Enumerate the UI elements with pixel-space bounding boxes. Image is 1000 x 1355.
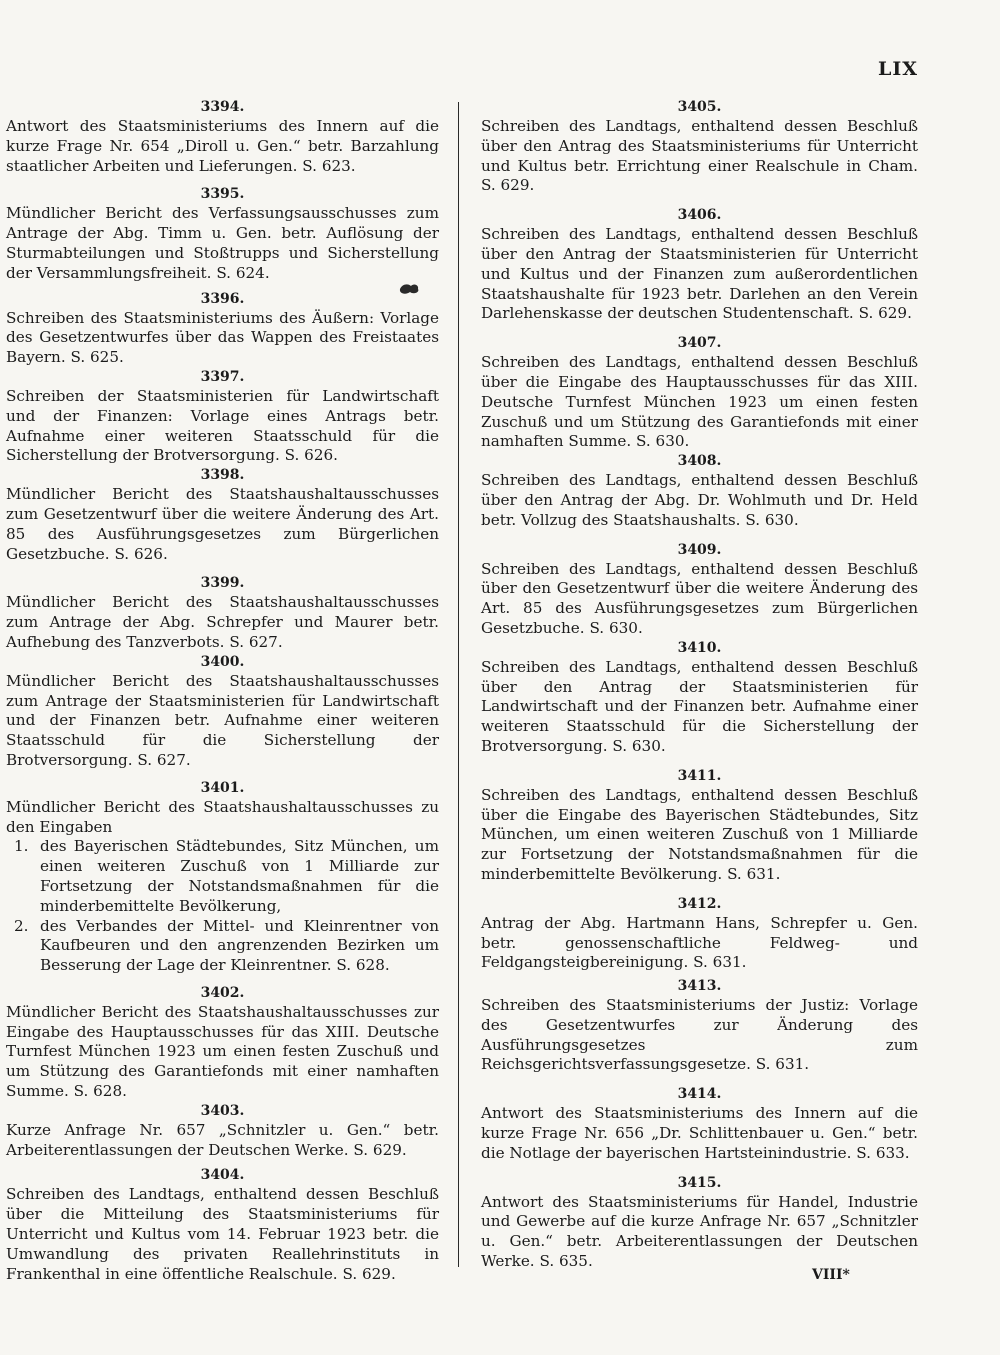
entry-text: Schreiben des Landtags, enthaltend dessen Beschluß über den Antrag der Staatsministerien für Unterricht und Kultus und der Finanzen zum außerordentlichen Staatshaushalte für 1923 betr. Darlehen an den Verein Darlehenskasse der deutschen Studentenschaft. S. 629. (481, 225, 918, 323)
entry-number: 3398. (200, 467, 245, 484)
entry-text: Mündlicher Bericht des Staatshaushaltausschusses zur Eingabe des Hauptausschusses für das XIII. Deutsche Turnfest München 1923 um einen festen Zuschuß und um Stützung des Garantiefonds mit einer namhaften Summe. S. 628. (6, 1002, 439, 1101)
entry-number: 3409. (677, 541, 722, 558)
entry (481, 1174, 918, 1272)
signature-mark: VIII* (812, 1267, 850, 1283)
entry (6, 466, 439, 564)
entry (481, 767, 918, 885)
entry-number: 3405. (677, 99, 722, 115)
column-divider (458, 102, 459, 1267)
entry-text: Antwort des Staatsministeriums des Innern auf die kurze Frage Nr. 656 „Dr. Schlittenbauer u. Gen.“ betr. die Notlage der bayerischen Hartsteinindustrie. S. 633. (481, 1104, 918, 1162)
entry (481, 895, 918, 973)
entry (6, 368, 439, 466)
entry-text: Mündlicher Bericht des Staatshaushaltausschusses zu den Eingaben (6, 797, 439, 836)
entry-number: 3396. (200, 290, 245, 307)
entry-text: Mündlicher Bericht des Verfassungsausschusses zum Antrage der Abg. Timm u. Gen. betr. Auflösung der Sturmabteilungen und Stoßtrupps und Sicherstellung der Versammlungsfreiheit. S. 624. (6, 204, 439, 282)
list-item (14, 837, 439, 916)
entry (481, 206, 918, 324)
list-item-number: 2. (14, 916, 29, 935)
entry (6, 653, 439, 771)
entry (481, 334, 918, 452)
entry-text: Antwort des Staatsministeriums für Handel, Industrie und Gewerbe auf die kurze Anfrage Nr. 657 „Schnitzler u. Gen.“ betr. Arbeiterentlassungen der Deutschen Werke. S. 635. (481, 1192, 918, 1271)
entry-text: Kurze Anfrage Nr. 657 „Schnitzler u. Gen.“ betr. Arbeiterentlassungen der Deutschen Werke. S. 629. (6, 1120, 439, 1159)
entry (481, 452, 918, 530)
entry-number: 3410. (677, 639, 722, 656)
entry-number: 3397. (200, 368, 245, 385)
entry-text: Schreiben des Landtags, enthaltend dessen Beschluß über den Antrag der Abg. Dr. Wohlmuth und Dr. Held betr. Vollzug des Staatshaushalts. S. 630. (481, 471, 918, 529)
entry (6, 1166, 439, 1284)
entry-number: 3411. (677, 767, 722, 784)
list-item-text: des Bayerischen Städtebundes, Sitz München, um einen weiteren Zuschuß von 1 Milliarde zur Fortsetzung der Notstandsmaßnahmen für die minderbemittelte Bevölkerung, (40, 837, 439, 915)
entry-text: Schreiben des Staatsministeriums des Äußern: Vorlage des Gesetzentwurfes über das Wappen des Freistaates Bayern. S. 625. (6, 308, 439, 367)
entry-text: Antwort des Staatsministeriums des Innern auf die kurze Frage Nr. 654 „Diroll u. Gen.“ betr. Barzahlung staatlicher Arbeiten und Lieferungen. S. 623. (6, 117, 439, 175)
entry-number: 3412. (677, 895, 722, 912)
entry (6, 98, 439, 176)
entry-text: Schreiben des Landtags, enthaltend dessen Beschluß über den Gesetzentwurf über die weitere Änderung des Art. 85 des Ausführungsgesetzes zum Bürgerlichen Gesetzbuche. S. 630. (481, 559, 918, 637)
entry-text: Schreiben des Landtags, enthaltend dessen Beschluß über die Mitteilung des Staatsministeriums für Unterricht und Kultus vom 14. Februar 1923 betr. die Umwandlung des privaten Reallehrinstituts in Frankenthal in eine öffentliche Realschule. S. 629. (6, 1185, 439, 1283)
entry (6, 779, 439, 976)
entry-number: 3414. (677, 1086, 722, 1103)
entry-text: Mündlicher Bericht des Staatshaushaltausschusses zum Antrage der Abg. Schrepfer und Maurer betr. Aufhebung des Tanzverbots. S. 627. (6, 593, 439, 651)
entry-text: Schreiben des Landtags, enthaltend dessen Beschluß über die Eingabe des Hauptausschusses für das XIII. Deutsche Turnfest München 1923 um einen festen Zuschuß und um Stützung des Garantiefonds mit einer namhaften Summe. S. 630. (481, 353, 918, 451)
entry-number: 3407. (677, 335, 722, 352)
entry-text: Mündlicher Bericht des Staatshaushaltausschusses zum Gesetzentwurf über die weitere Änderung des Art. 85 des Ausführungsgesetzes zum Bürgerlichen Gesetzbuche. S. 626. (6, 485, 439, 563)
entry-text: Schreiben des Landtags, enthaltend dessen Beschluß über den Antrag des Staatsministeriums für Unterricht und Kultus betr. Errichtung einer Realschule in Cham. S. 629. (481, 117, 918, 195)
entry-number: 3402. (200, 984, 245, 1001)
entry (6, 290, 439, 368)
entry-number: 3413. (677, 978, 722, 995)
entry-text: Mündlicher Bericht des Staatshaushaltausschusses zum Antrage der Staatsministerien für Landwirtschaft und der Finanzen betr. Aufnahme einer weiteren Staatsschuld für die Sicherstellung der Brotversorgung. S. 627. (6, 671, 439, 769)
entry-text: Schreiben des Staatsministeriums der Justiz: Vorlage des Gesetzentwurfes zur Änderung des Ausführungsgesetzes zum Reichsgerichtsverfassungsgesetze. S. 631. (481, 996, 918, 1074)
entry (6, 574, 439, 652)
entry (6, 984, 439, 1102)
entry-text: Antrag der Abg. Hartmann Hans, Schrepfer u. Gen. betr. genossenschaftliche Feldweg- und Feldgangsteigbereinigung. S. 631. (481, 913, 918, 972)
right-column (481, 98, 918, 1272)
entry-number: 3406. (677, 207, 722, 224)
entry (481, 98, 918, 196)
entry-number: 3401. (200, 779, 245, 796)
entry-number: 3404. (200, 1167, 245, 1184)
list-item-number: 1. (14, 837, 29, 856)
entry-text: Schreiben des Landtags, enthaltend dessen Beschluß über den Antrag der Staatsministerien für Landwirtschaft und der Finanzen betr. Aufnahme einer weiteren Staatsschuld für die Sicherstellung der Brotversorgung. S. 630. (481, 657, 918, 755)
page-number: LIX (878, 58, 918, 80)
entry (481, 639, 918, 757)
entry-number: 3415. (677, 1174, 722, 1191)
entry-number: 3403. (200, 1102, 245, 1119)
entry (6, 1102, 439, 1161)
entry-text: Schreiben der Staatsministerien für Landwirtschaft und der Finanzen: Vorlage eines Antrags betr. Aufnahme einer weiteren Staatsschuld für die Sicherstellung der Brotversorgung. S. 626. (6, 386, 439, 465)
entry-text: Schreiben des Landtags, enthaltend dessen Beschluß über die Eingabe des Bayerischen Städtebundes, Sitz München, um einen weiteren Zuschuß von 1 Milliarde zur Fortsetzung der Notstandsmaßnahmen für die minderbemittelte Bevölkerung. S. 631. (481, 785, 918, 883)
list-item (14, 916, 439, 976)
entry-number: 3395. (200, 186, 245, 203)
left-column (6, 98, 439, 1284)
eingaben-list (6, 837, 439, 976)
list-item-text: des Verbandes der Mittel- und Kleinrentner von Kaufbeuren und den angrenzenden Bezirken um Besserung der Lage der Kleinrentner. S. 628. (40, 916, 439, 975)
entry-number: 3399. (200, 575, 245, 592)
entry (6, 185, 439, 283)
entry-number: 3400. (200, 653, 245, 670)
entry-number: 3408. (677, 453, 722, 470)
entry (481, 541, 918, 639)
entry (481, 1085, 918, 1163)
entry (481, 977, 918, 1075)
entry-number: 3394. (200, 99, 245, 115)
